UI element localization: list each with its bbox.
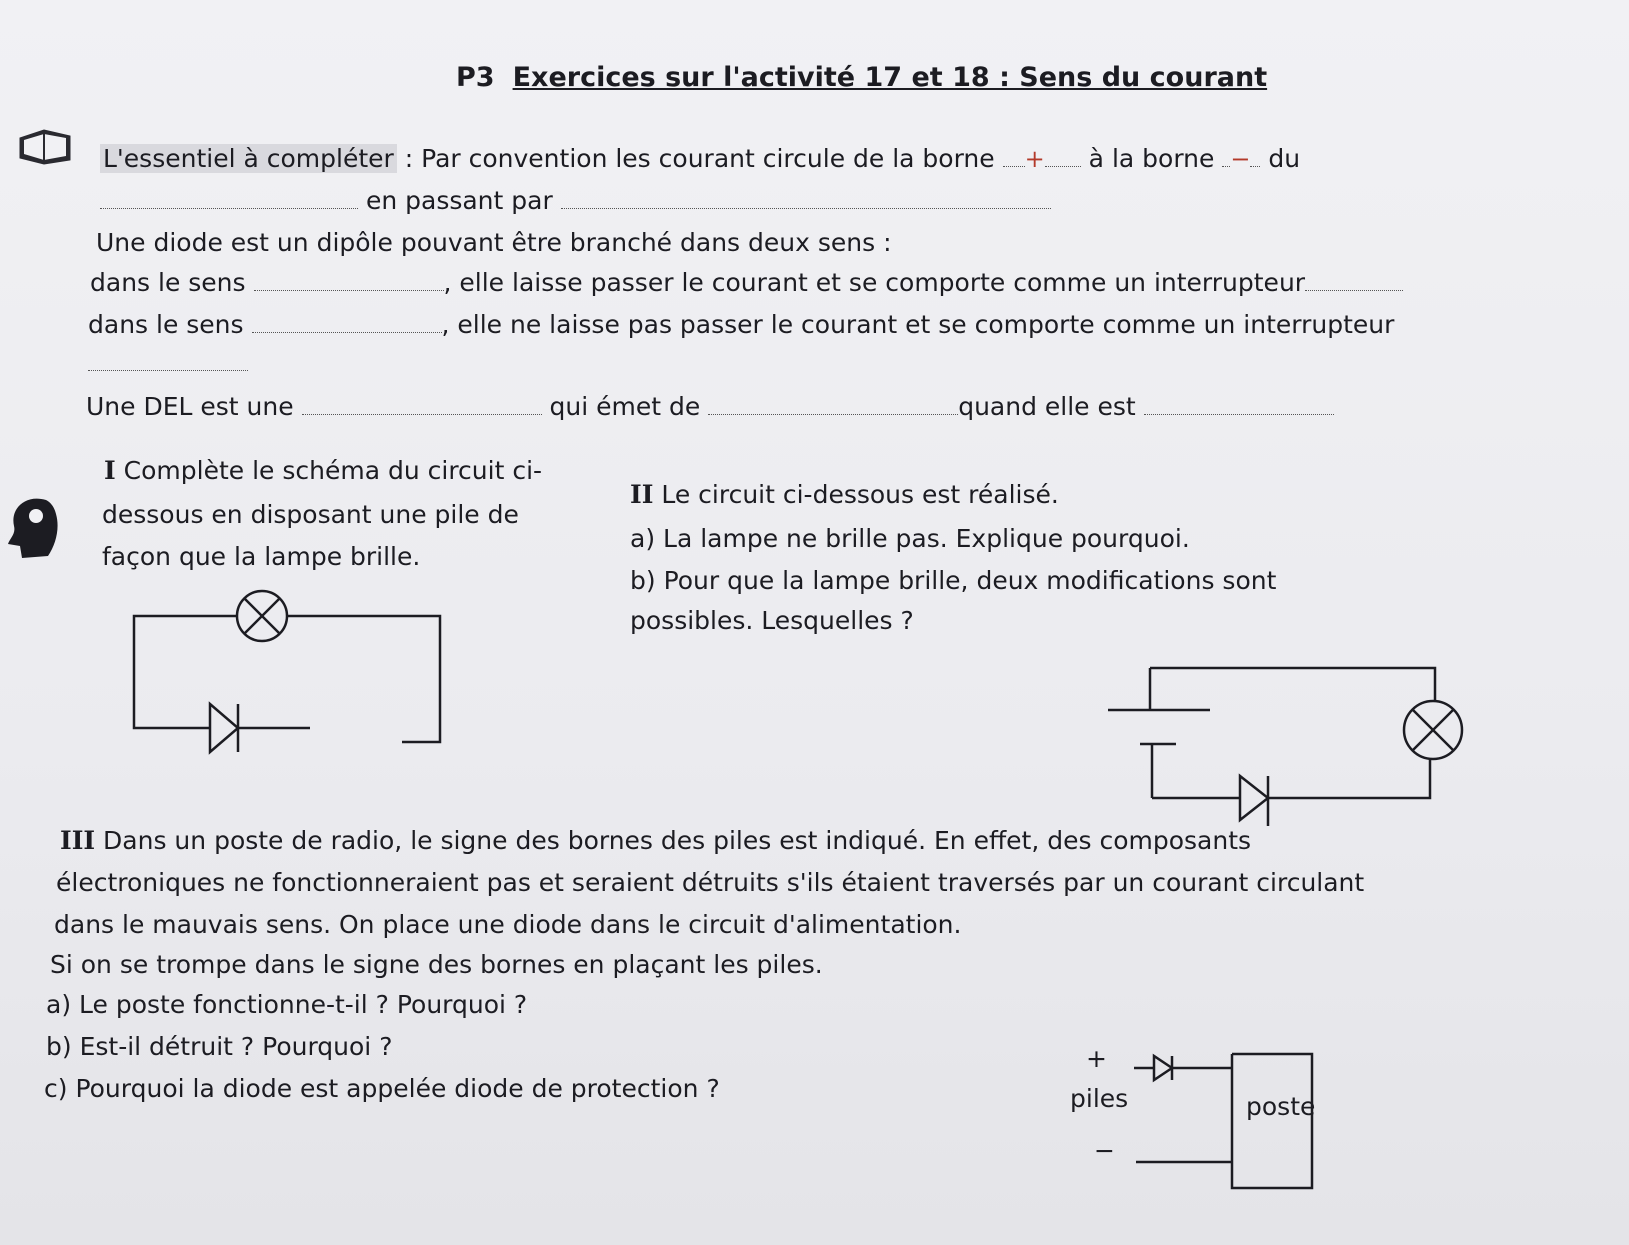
ex1-line-2: dessous en disposant une pile de bbox=[102, 500, 519, 529]
poste-label: poste bbox=[1246, 1092, 1316, 1121]
piles-label: piles bbox=[1070, 1084, 1129, 1113]
essentiel-passant: en passant par bbox=[365, 186, 553, 215]
ex1-line-1: I Complète le schéma du circuit ci- bbox=[104, 456, 543, 485]
ex3-line-1: III Dans un poste de radio, le signe des bornes des piles est indiqué. En effet, des composants bbox=[60, 826, 1252, 855]
ex3-question-c: c) Pourquoi la diode est appelée diode de protection ? bbox=[44, 1074, 720, 1103]
thinking-head-icon bbox=[6, 494, 60, 560]
handwritten-plus: + bbox=[1024, 145, 1045, 173]
essentiel-label: L'essentiel à compléter bbox=[100, 144, 397, 173]
diode-sens-2: dans le sens , elle ne laisse pas passer le courant et se comporte comme un interrupteur bbox=[88, 310, 1395, 339]
essentiel-line1 bbox=[100, 144, 1300, 173]
ex3-line-2: électroniques ne fonctionneraient pas et seraient détruits s'ils étaient traversés par un courant circulant bbox=[56, 868, 1365, 897]
essentiel-line2 bbox=[100, 186, 1051, 215]
diode-sens-1: dans le sens , elle laisse passer le courant et se comporte comme un interrupteur bbox=[90, 268, 1403, 297]
diode-symbol bbox=[1240, 776, 1268, 820]
ex2-line-3: b) Pour que la lampe brille, deux modifications sont bbox=[630, 566, 1277, 595]
handwritten-minus: − bbox=[1230, 145, 1251, 173]
ex2-line-2: a) La lampe ne brille pas. Explique pourquoi. bbox=[630, 524, 1190, 553]
diode-intro: Une diode est un dipôle pouvant être branché dans deux sens : bbox=[96, 228, 892, 257]
page-title bbox=[456, 62, 1267, 93]
plus-label: + bbox=[1086, 1044, 1107, 1073]
ex3-question-a: a) Le poste fonctionne-t-il ? Pourquoi ? bbox=[46, 990, 528, 1019]
ex3-line-4: Si on se trompe dans le signe des bornes en plaçant les piles. bbox=[50, 950, 823, 979]
ex3-line-3: dans le mauvais sens. On place une diode dans le circuit d'alimentation. bbox=[54, 910, 962, 939]
ex2-line-1: II Le circuit ci-dessous est réalisé. bbox=[630, 480, 1059, 509]
sens-2-blank bbox=[88, 348, 248, 377]
book-icon bbox=[18, 126, 72, 166]
ex1-line-3: façon que la lampe brille. bbox=[102, 542, 421, 571]
ex3-question-b: b) Est-il détruit ? Pourquoi ? bbox=[46, 1032, 393, 1061]
diode-symbol bbox=[210, 704, 238, 752]
circuit-1-diagram bbox=[120, 590, 460, 770]
title-prefix: P3 bbox=[456, 62, 495, 93]
diode-symbol bbox=[1154, 1056, 1172, 1080]
essentiel-text-1: : Par convention les courant circule de la borne bbox=[404, 144, 995, 173]
poste-box bbox=[1232, 1054, 1312, 1188]
essentiel-text-3: du bbox=[1268, 144, 1301, 173]
circuit-2-diagram bbox=[1100, 650, 1480, 830]
title-text: Exercices sur l'activité 17 et 18 : Sens du courant bbox=[512, 62, 1268, 93]
essentiel-text-2: à la borne bbox=[1088, 144, 1215, 173]
del-line: Une DEL est une qui émet de quand elle est bbox=[86, 392, 1334, 421]
ex2-line-4: possibles. Lesquelles ? bbox=[630, 606, 914, 635]
radio-circuit-diagram bbox=[1120, 1040, 1330, 1200]
minus-label: − bbox=[1094, 1136, 1115, 1165]
